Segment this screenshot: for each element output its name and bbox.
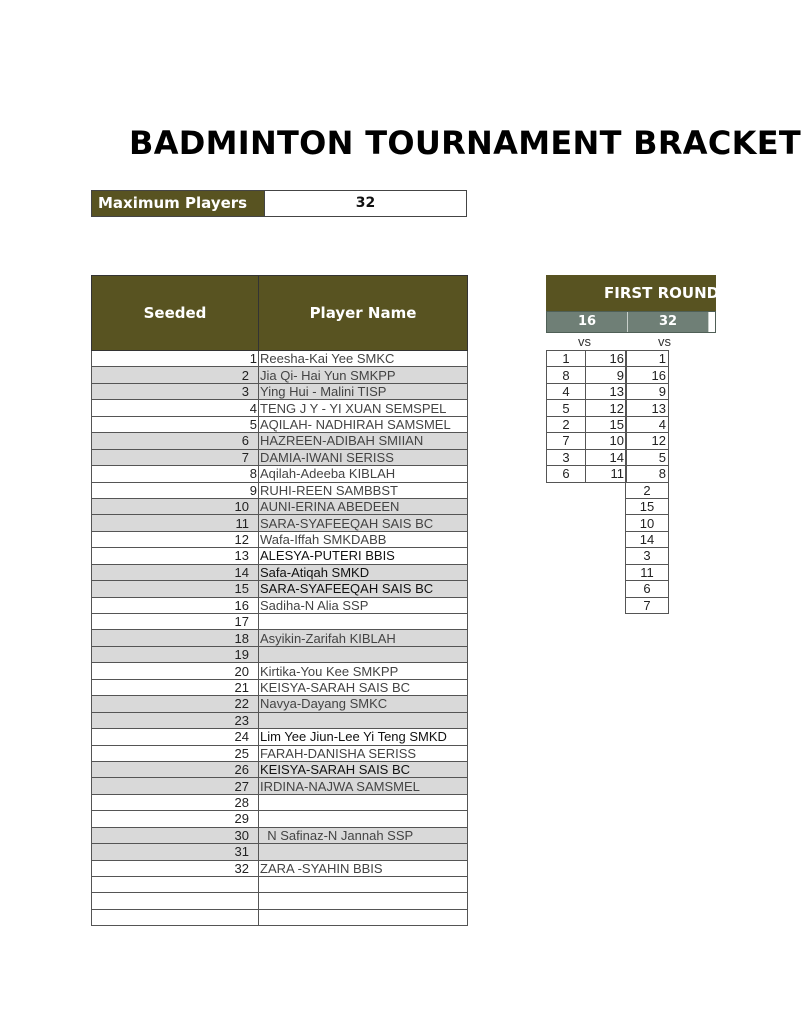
first-round-panel xyxy=(546,275,720,635)
seed-cell[interactable]: 13 xyxy=(92,548,259,564)
first-round-header: FIRST ROUND xyxy=(546,275,716,311)
match-row xyxy=(547,466,627,482)
match-seed-a[interactable]: 6 xyxy=(547,466,586,482)
player-name-cell[interactable]: ZARA -SYAHIN BBIS xyxy=(259,860,468,876)
match-row xyxy=(626,597,669,613)
player-name-cell[interactable] xyxy=(259,877,468,893)
player-name-cell[interactable]: Reesha-Kai Yee SMKC xyxy=(259,351,468,367)
seed-cell[interactable]: 31 xyxy=(92,844,259,860)
match-list-32 xyxy=(625,350,669,614)
first-round-subheader xyxy=(546,311,716,333)
match-seed[interactable]: 2 xyxy=(626,482,669,498)
player-name-cell[interactable] xyxy=(259,811,468,827)
seed-cell[interactable]: 22 xyxy=(92,696,259,712)
table-row xyxy=(92,614,468,630)
table-row xyxy=(92,696,468,712)
player-name-cell[interactable]: Asyikin-Zarifah KIBLAH xyxy=(259,630,468,646)
table-row xyxy=(92,498,468,514)
player-name-cell[interactable] xyxy=(259,909,468,925)
player-name-cell[interactable]: AUNI-ERINA ABEDEEN xyxy=(259,498,468,514)
table-row xyxy=(92,827,468,843)
match-row xyxy=(547,433,627,449)
match-seed-b[interactable]: 15 xyxy=(586,416,627,432)
player-name-cell[interactable]: DAMIA-IWANI SERISS xyxy=(259,449,468,465)
match-row xyxy=(626,564,669,580)
match-row xyxy=(626,581,669,597)
match-seed-a[interactable]: 8 xyxy=(547,367,586,383)
player-name-cell[interactable]: SARA-SYAFEEQAH SAIS BC xyxy=(259,581,468,597)
match-seed[interactable]: 6 xyxy=(626,581,669,597)
match-row xyxy=(626,351,669,367)
match-row xyxy=(626,482,669,498)
table-row xyxy=(92,548,468,564)
player-name-cell[interactable]: AQILAH- NADHIRAH SAMSMEL xyxy=(259,416,468,432)
player-name-cell[interactable]: Sadiha-N Alia SSP xyxy=(259,597,468,613)
seed-cell[interactable]: 32 xyxy=(92,860,259,876)
table-row xyxy=(92,860,468,876)
seed-cell[interactable]: 21 xyxy=(92,679,259,695)
match-row xyxy=(547,449,627,465)
table-row xyxy=(92,416,468,432)
match-row xyxy=(626,515,669,531)
seeded-header: Seeded xyxy=(92,276,259,351)
match-pairs-16 xyxy=(546,350,627,483)
match-seed-a[interactable]: 5 xyxy=(547,400,586,416)
match-row xyxy=(547,351,627,367)
match-row xyxy=(626,416,669,432)
player-name-cell[interactable]: HAZREEN-ADIBAH SMIIAN xyxy=(259,433,468,449)
match-row xyxy=(547,367,627,383)
player-name-cell[interactable]: ALESYA-PUTERI BBIS xyxy=(259,548,468,564)
max-players-value[interactable]: 32 xyxy=(355,195,376,211)
seed-cell[interactable]: 6 xyxy=(92,433,259,449)
match-seed[interactable]: 3 xyxy=(626,548,669,564)
seed-cell[interactable]: 9 xyxy=(92,482,259,498)
match-row xyxy=(547,400,627,416)
seed-cell[interactable] xyxy=(92,877,259,893)
match-seed[interactable]: 1 xyxy=(626,351,669,367)
seed-cell[interactable]: 28 xyxy=(92,794,259,810)
table-row xyxy=(92,367,468,383)
match-row xyxy=(626,548,669,564)
seed-cell[interactable]: 30 xyxy=(92,827,259,843)
match-seed[interactable]: 12 xyxy=(626,433,669,449)
match-seed[interactable]: 8 xyxy=(626,466,669,482)
table-row xyxy=(92,893,468,909)
players-table xyxy=(91,275,468,926)
match-row xyxy=(626,498,669,514)
match-row xyxy=(626,433,669,449)
seed-cell[interactable] xyxy=(92,893,259,909)
table-row xyxy=(92,466,468,482)
table-row xyxy=(92,909,468,925)
match-seed[interactable]: 10 xyxy=(626,515,669,531)
seed-cell[interactable]: 29 xyxy=(92,811,259,827)
seed-cell[interactable]: 27 xyxy=(92,778,259,794)
seed-cell[interactable]: 17 xyxy=(92,614,259,630)
player-name-cell[interactable]: Jia Qi- Hai Yun SMKPP xyxy=(259,367,468,383)
seed-cell[interactable]: 15 xyxy=(92,581,259,597)
table-row xyxy=(92,482,468,498)
match-row xyxy=(626,466,669,482)
seed-cell[interactable]: 12 xyxy=(92,531,259,547)
table-row xyxy=(92,597,468,613)
player-name-cell[interactable] xyxy=(259,844,468,860)
seed-cell[interactable]: 4 xyxy=(92,400,259,416)
vs-label: vs xyxy=(578,334,591,349)
match-seed-b[interactable]: 11 xyxy=(586,466,627,482)
table-row xyxy=(92,877,468,893)
player-name-cell[interactable]: SARA-SYAFEEQAH SAIS BC xyxy=(259,515,468,531)
seed-cell[interactable]: 16 xyxy=(92,597,259,613)
seed-cell[interactable]: 7 xyxy=(92,449,259,465)
match-seed-a[interactable]: 2 xyxy=(547,416,586,432)
match-row xyxy=(626,400,669,416)
player-name-cell[interactable]: RUHI-REEN SAMBBST xyxy=(259,482,468,498)
seed-cell[interactable]: 2 xyxy=(92,367,259,383)
player-name-cell[interactable] xyxy=(259,794,468,810)
table-row xyxy=(92,729,468,745)
seed-cell[interactable]: 11 xyxy=(92,515,259,531)
match-seed[interactable]: 15 xyxy=(626,498,669,514)
table-row xyxy=(92,581,468,597)
match-row xyxy=(626,383,669,399)
match-seed[interactable]: 16 xyxy=(626,367,669,383)
subheader-16: 16 xyxy=(547,312,628,332)
table-row xyxy=(92,811,468,827)
match-seed[interactable]: 14 xyxy=(626,531,669,547)
seed-cell[interactable]: 8 xyxy=(92,466,259,482)
match-seed[interactable]: 11 xyxy=(626,564,669,580)
match-row xyxy=(626,531,669,547)
match-seed-b[interactable]: 13 xyxy=(586,383,627,399)
seed-cell[interactable]: 23 xyxy=(92,712,259,728)
player-name-header: Player Name xyxy=(259,276,468,351)
table-row xyxy=(92,531,468,547)
player-name-cell[interactable] xyxy=(259,712,468,728)
max-players-label: Maximum Players xyxy=(92,191,265,216)
seed-cell[interactable]: 10 xyxy=(92,498,259,514)
match-seed[interactable]: 5 xyxy=(626,449,669,465)
match-seed[interactable]: 9 xyxy=(626,383,669,399)
player-name-cell[interactable]: IRDINA-NAJWA SAMSMEL xyxy=(259,778,468,794)
match-seed-a[interactable]: 4 xyxy=(547,383,586,399)
match-row xyxy=(547,383,627,399)
table-row xyxy=(92,564,468,580)
seed-cell[interactable]: 20 xyxy=(92,663,259,679)
player-name-cell[interactable]: N Safinaz-N Jannah SSP xyxy=(259,827,468,843)
player-name-cell[interactable]: Ying Hui - Malini TISP xyxy=(259,383,468,399)
match-seed-a[interactable]: 1 xyxy=(547,351,586,367)
table-row xyxy=(92,778,468,794)
match-seed[interactable]: 7 xyxy=(626,597,669,613)
player-name-cell[interactable]: KEISYA-SARAH SAIS BC xyxy=(259,679,468,695)
player-name-cell[interactable]: KEISYA-SARAH SAIS BC xyxy=(259,761,468,777)
table-row xyxy=(92,383,468,399)
seed-cell[interactable]: 3 xyxy=(92,383,259,399)
player-name-cell[interactable]: FARAH-DANISHA SERISS xyxy=(259,745,468,761)
match-row xyxy=(626,449,669,465)
match-seed-a[interactable]: 3 xyxy=(547,449,586,465)
table-row xyxy=(92,844,468,860)
page-title: BADMINTON TOURNAMENT BRACKET xyxy=(129,124,801,162)
match-seed[interactable]: 13 xyxy=(626,400,669,416)
seed-cell[interactable] xyxy=(92,909,259,925)
subheader-32: 32 xyxy=(628,312,709,332)
table-row xyxy=(92,630,468,646)
seed-cell[interactable]: 18 xyxy=(92,630,259,646)
match-seed-b[interactable]: 9 xyxy=(586,367,627,383)
player-name-cell[interactable]: Safa-Atiqah SMKD xyxy=(259,564,468,580)
player-name-cell[interactable]: Kirtika-You Kee SMKPP xyxy=(259,663,468,679)
seed-cell[interactable]: 1 xyxy=(92,351,259,367)
player-name-cell[interactable] xyxy=(259,893,468,909)
table-row xyxy=(92,433,468,449)
match-seed-b[interactable]: 12 xyxy=(586,400,627,416)
player-name-cell[interactable]: Wafa-Iffah SMKDABB xyxy=(259,531,468,547)
table-row xyxy=(92,761,468,777)
table-row xyxy=(92,400,468,416)
player-name-cell[interactable] xyxy=(259,646,468,662)
match-row xyxy=(626,367,669,383)
match-seed-b[interactable]: 16 xyxy=(586,351,627,367)
table-row xyxy=(92,745,468,761)
match-seed[interactable]: 4 xyxy=(626,416,669,432)
match-seed-a[interactable]: 7 xyxy=(547,433,586,449)
table-row xyxy=(92,679,468,695)
table-row xyxy=(92,794,468,810)
seed-cell[interactable]: 26 xyxy=(92,761,259,777)
table-row xyxy=(92,351,468,367)
table-row xyxy=(92,712,468,728)
seed-cell[interactable]: 14 xyxy=(92,564,259,580)
table-row xyxy=(92,449,468,465)
seed-cell[interactable]: 5 xyxy=(92,416,259,432)
table-row xyxy=(92,646,468,662)
max-players-row xyxy=(91,190,467,217)
seed-cell[interactable]: 25 xyxy=(92,745,259,761)
player-name-cell[interactable]: Navya-Dayang SMKC xyxy=(259,696,468,712)
seed-cell[interactable]: 19 xyxy=(92,646,259,662)
table-row xyxy=(92,515,468,531)
seed-cell[interactable]: 24 xyxy=(92,729,259,745)
table-row xyxy=(92,663,468,679)
player-name-cell[interactable] xyxy=(259,614,468,630)
player-name-cell[interactable]: TENG J Y - YI XUAN SEMSPEL xyxy=(259,400,468,416)
match-seed-b[interactable]: 14 xyxy=(586,449,627,465)
match-seed-b[interactable]: 10 xyxy=(586,433,627,449)
vs-label: vs xyxy=(658,334,671,349)
match-row xyxy=(547,416,627,432)
player-name-cell[interactable]: Aqilah-Adeeba KIBLAH xyxy=(259,466,468,482)
player-name-cell[interactable]: Lim Yee Jiun-Lee Yi Teng SMKD xyxy=(259,729,468,745)
